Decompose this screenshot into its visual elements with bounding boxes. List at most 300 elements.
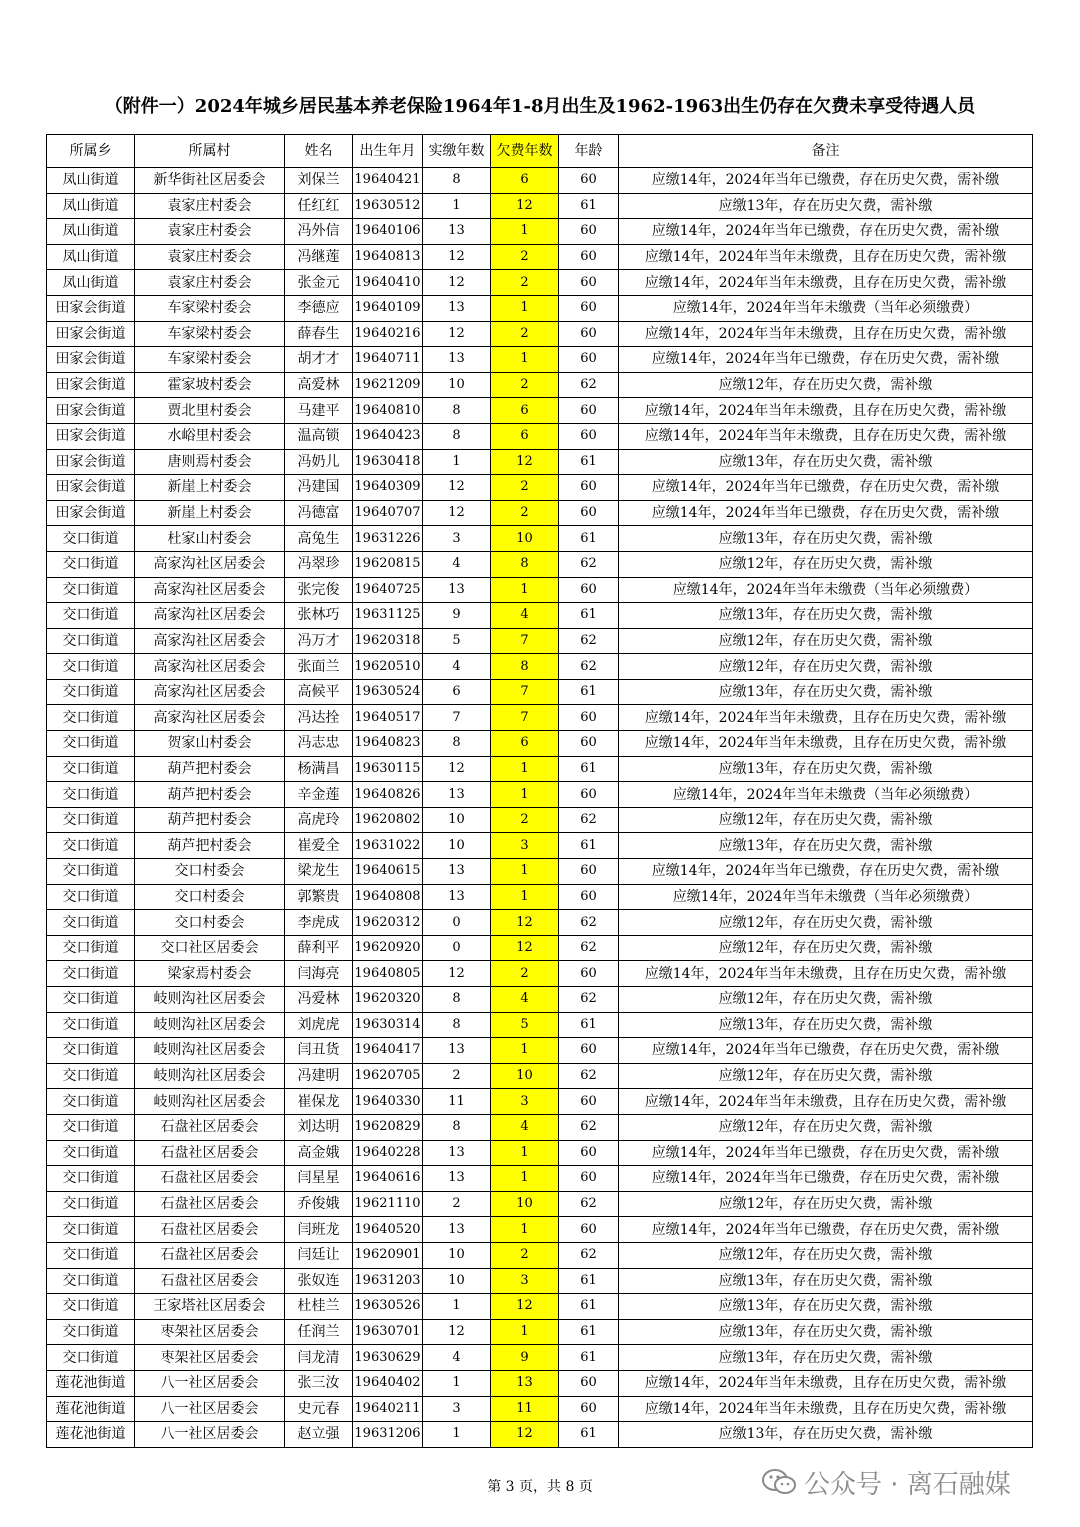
paid-years-cell: 13 <box>423 1217 491 1243</box>
remark-cell: 应缴14年，2024年当年未缴费，且存在历史欠费，需补缴 <box>619 731 1033 757</box>
paid-years-cell: 8 <box>423 398 491 424</box>
name-cell: 冯奶儿 <box>285 449 353 475</box>
village-cell: 唐则焉村委会 <box>135 449 285 475</box>
paid-years-cell: 13 <box>423 219 491 245</box>
birth-date-cell: 19640520 <box>353 1217 423 1243</box>
table-row <box>47 1191 1033 1217</box>
column-header: 年龄 <box>559 135 619 168</box>
age-cell: 60 <box>559 398 619 424</box>
table-row <box>47 1012 1033 1038</box>
village-cell: 交口村委会 <box>135 884 285 910</box>
arrears-years-cell: 7 <box>491 628 559 654</box>
paid-years-cell: 13 <box>423 347 491 373</box>
remark-cell: 应缴14年，2024年当年未缴费，且存在历史欠费，需补缴 <box>619 321 1033 347</box>
name-cell: 李德应 <box>285 295 353 321</box>
table-row <box>47 295 1033 321</box>
name-cell: 冯万才 <box>285 628 353 654</box>
village-cell: 葫芦把村委会 <box>135 756 285 782</box>
paid-years-cell: 8 <box>423 1012 491 1038</box>
township-cell: 交口街道 <box>47 935 135 961</box>
age-cell: 62 <box>559 807 619 833</box>
remark-cell: 应缴12年，存在历史欠费，需补缴 <box>619 935 1033 961</box>
township-cell: 交口街道 <box>47 1063 135 1089</box>
age-cell: 60 <box>559 577 619 603</box>
arrears-years-cell: 13 <box>491 1370 559 1396</box>
township-cell: 凤山街道 <box>47 168 135 194</box>
village-cell: 高家沟社区居委会 <box>135 577 285 603</box>
name-cell: 冯外信 <box>285 219 353 245</box>
age-cell: 60 <box>559 1166 619 1192</box>
village-cell: 石盘社区居委会 <box>135 1166 285 1192</box>
remark-cell: 应缴14年，2024年当年已缴费，存在历史欠费，需补缴 <box>619 347 1033 373</box>
birth-date-cell: 19640707 <box>353 500 423 526</box>
paid-years-cell: 11 <box>423 1089 491 1115</box>
table-row <box>47 935 1033 961</box>
birth-date-cell: 19631226 <box>353 526 423 552</box>
age-cell: 60 <box>559 1396 619 1422</box>
name-cell: 冯志忠 <box>285 731 353 757</box>
name-cell: 杨满昌 <box>285 756 353 782</box>
birth-date-cell: 19640616 <box>353 1166 423 1192</box>
birth-date-cell: 19640423 <box>353 423 423 449</box>
name-cell: 高兔生 <box>285 526 353 552</box>
arrears-years-cell: 3 <box>491 833 559 859</box>
age-cell: 60 <box>559 782 619 808</box>
age-cell: 61 <box>559 756 619 782</box>
table-row <box>47 654 1033 680</box>
table-row <box>47 782 1033 808</box>
village-cell: 高家沟社区居委会 <box>135 654 285 680</box>
township-cell: 田家会街道 <box>47 423 135 449</box>
arrears-years-cell: 1 <box>491 1319 559 1345</box>
birth-date-cell: 19620320 <box>353 987 423 1013</box>
age-cell: 61 <box>559 833 619 859</box>
remark-cell: 应缴14年，2024年当年已缴费，存在历史欠费，需补缴 <box>619 1038 1033 1064</box>
table-row <box>47 731 1033 757</box>
name-cell: 刘达明 <box>285 1114 353 1140</box>
paid-years-cell: 12 <box>423 1319 491 1345</box>
remark-cell: 应缴13年，存在历史欠费，需补缴 <box>619 679 1033 705</box>
remark-cell: 应缴13年，存在历史欠费，需补缴 <box>619 833 1033 859</box>
birth-date-cell: 19631125 <box>353 603 423 629</box>
township-cell: 凤山街道 <box>47 270 135 296</box>
arrears-years-cell: 5 <box>491 1012 559 1038</box>
name-cell: 张面兰 <box>285 654 353 680</box>
name-cell: 乔俊娥 <box>285 1191 353 1217</box>
arrears-years-cell: 7 <box>491 679 559 705</box>
village-cell: 王家塔社区居委会 <box>135 1294 285 1320</box>
township-cell: 交口街道 <box>47 1319 135 1345</box>
birth-date-cell: 19640813 <box>353 244 423 270</box>
remark-cell: 应缴13年，存在历史欠费，需补缴 <box>619 756 1033 782</box>
paid-years-cell: 12 <box>423 475 491 501</box>
table-row <box>47 398 1033 424</box>
table-row <box>47 1319 1033 1345</box>
age-cell: 62 <box>559 1191 619 1217</box>
age-cell: 60 <box>559 168 619 194</box>
township-cell: 交口街道 <box>47 603 135 629</box>
age-cell: 61 <box>559 679 619 705</box>
table-row <box>47 1268 1033 1294</box>
remark-cell: 应缴14年，2024年当年未缴费，且存在历史欠费，需补缴 <box>619 398 1033 424</box>
remark-cell: 应缴13年，存在历史欠费，需补缴 <box>619 193 1033 219</box>
arrears-years-cell: 12 <box>491 449 559 475</box>
birth-date-cell: 19620815 <box>353 551 423 577</box>
age-cell: 62 <box>559 1114 619 1140</box>
arrears-years-cell: 2 <box>491 475 559 501</box>
arrears-years-cell: 10 <box>491 1063 559 1089</box>
paid-years-cell: 9 <box>423 603 491 629</box>
name-cell: 刘虎虎 <box>285 1012 353 1038</box>
paid-years-cell: 13 <box>423 1166 491 1192</box>
age-cell: 60 <box>559 475 619 501</box>
remark-cell: 应缴13年，存在历史欠费，需补缴 <box>619 1422 1033 1448</box>
arrears-years-cell: 1 <box>491 295 559 321</box>
birth-date-cell: 19631203 <box>353 1268 423 1294</box>
table-row <box>47 961 1033 987</box>
name-cell: 高金娥 <box>285 1140 353 1166</box>
arrears-years-cell: 10 <box>491 1191 559 1217</box>
name-cell: 薛利平 <box>285 935 353 961</box>
table-row <box>47 193 1033 219</box>
table-row <box>47 756 1033 782</box>
table-row <box>47 372 1033 398</box>
name-cell: 闫海亮 <box>285 961 353 987</box>
township-cell: 莲花池街道 <box>47 1370 135 1396</box>
birth-date-cell: 19640421 <box>353 168 423 194</box>
age-cell: 61 <box>559 1422 619 1448</box>
paid-years-cell: 10 <box>423 1242 491 1268</box>
paid-years-cell: 13 <box>423 884 491 910</box>
paid-years-cell: 12 <box>423 321 491 347</box>
birth-date-cell: 19620510 <box>353 654 423 680</box>
arrears-years-cell: 2 <box>491 244 559 270</box>
age-cell: 61 <box>559 1012 619 1038</box>
village-cell: 梁家焉村委会 <box>135 961 285 987</box>
remark-cell: 应缴12年，存在历史欠费，需补缴 <box>619 910 1033 936</box>
age-cell: 62 <box>559 1063 619 1089</box>
village-cell: 袁家庄村委会 <box>135 244 285 270</box>
name-cell: 闫丑货 <box>285 1038 353 1064</box>
age-cell: 62 <box>559 654 619 680</box>
age-cell: 60 <box>559 244 619 270</box>
table-row <box>47 679 1033 705</box>
arrears-years-cell: 12 <box>491 935 559 961</box>
age-cell: 61 <box>559 1294 619 1320</box>
township-cell: 田家会街道 <box>47 500 135 526</box>
name-cell: 赵立强 <box>285 1422 353 1448</box>
village-cell: 交口社区居委会 <box>135 935 285 961</box>
paid-years-cell: 10 <box>423 1268 491 1294</box>
table-header-row <box>47 135 1033 168</box>
paid-years-cell: 13 <box>423 577 491 603</box>
paid-years-cell: 13 <box>423 295 491 321</box>
column-header: 姓名 <box>285 135 353 168</box>
remark-cell: 应缴14年，2024年当年未缴费（当年必须缴费） <box>619 295 1033 321</box>
age-cell: 60 <box>559 1038 619 1064</box>
age-cell: 62 <box>559 628 619 654</box>
name-cell: 梁龙生 <box>285 859 353 885</box>
village-cell: 车家梁村委会 <box>135 321 285 347</box>
age-cell: 60 <box>559 859 619 885</box>
table-row <box>47 577 1033 603</box>
township-cell: 交口街道 <box>47 833 135 859</box>
arrears-years-cell: 2 <box>491 372 559 398</box>
birth-date-cell: 19630629 <box>353 1345 423 1371</box>
remark-cell: 应缴14年，2024年当年已缴费，存在历史欠费，需补缴 <box>619 500 1033 526</box>
name-cell: 崔爱全 <box>285 833 353 859</box>
name-cell: 崔保龙 <box>285 1089 353 1115</box>
township-cell: 交口街道 <box>47 782 135 808</box>
arrears-years-cell: 4 <box>491 603 559 629</box>
page-title: （附件一）2024年城乡居民基本养老保险1964年1-8月出生及1962-1963出生仍存在欠费未享受待遇人员 <box>104 96 976 117</box>
name-cell: 刘保兰 <box>285 168 353 194</box>
birth-date-cell: 19640109 <box>353 295 423 321</box>
age-cell: 60 <box>559 1089 619 1115</box>
name-cell: 闫星星 <box>285 1166 353 1192</box>
age-cell: 61 <box>559 1345 619 1371</box>
watermark-text: 公众号 · 离石融媒 <box>804 1469 1011 1500</box>
township-cell: 田家会街道 <box>47 398 135 424</box>
birth-date-cell: 19640106 <box>353 219 423 245</box>
birth-date-cell: 19640808 <box>353 884 423 910</box>
arrears-years-cell: 1 <box>491 1038 559 1064</box>
table-row <box>47 910 1033 936</box>
name-cell: 冯建国 <box>285 475 353 501</box>
paid-years-cell: 13 <box>423 1038 491 1064</box>
arrears-years-cell: 6 <box>491 423 559 449</box>
table-row <box>47 551 1033 577</box>
birth-date-cell: 19640402 <box>353 1370 423 1396</box>
age-cell: 60 <box>559 731 619 757</box>
village-cell: 新崖上村委会 <box>135 500 285 526</box>
arrears-years-cell: 3 <box>491 1089 559 1115</box>
township-cell: 交口街道 <box>47 679 135 705</box>
age-cell: 60 <box>559 1370 619 1396</box>
remark-cell: 应缴13年，存在历史欠费，需补缴 <box>619 1319 1033 1345</box>
paid-years-cell: 10 <box>423 833 491 859</box>
table-row <box>47 1166 1033 1192</box>
remark-cell: 应缴12年，存在历史欠费，需补缴 <box>619 372 1033 398</box>
township-cell: 交口街道 <box>47 859 135 885</box>
paid-years-cell: 4 <box>423 1345 491 1371</box>
village-cell: 岐则沟社区居委会 <box>135 1089 285 1115</box>
birth-date-cell: 19640211 <box>353 1396 423 1422</box>
paid-years-cell: 5 <box>423 628 491 654</box>
birth-date-cell: 19640826 <box>353 782 423 808</box>
township-cell: 交口街道 <box>47 731 135 757</box>
age-cell: 61 <box>559 449 619 475</box>
name-cell: 高候平 <box>285 679 353 705</box>
arrears-years-cell: 2 <box>491 500 559 526</box>
name-cell: 史元春 <box>285 1396 353 1422</box>
name-cell: 马建平 <box>285 398 353 424</box>
village-cell: 高家沟社区居委会 <box>135 628 285 654</box>
table-row <box>47 500 1033 526</box>
remark-cell: 应缴14年，2024年当年未缴费（当年必须缴费） <box>619 782 1033 808</box>
village-cell: 石盘社区居委会 <box>135 1242 285 1268</box>
remark-cell: 应缴14年，2024年当年未缴费，且存在历史欠费，需补缴 <box>619 1370 1033 1396</box>
remark-cell: 应缴13年，存在历史欠费，需补缴 <box>619 1012 1033 1038</box>
age-cell: 61 <box>559 1319 619 1345</box>
remark-cell: 应缴13年，存在历史欠费，需补缴 <box>619 449 1033 475</box>
birth-date-cell: 19620829 <box>353 1114 423 1140</box>
age-cell: 60 <box>559 423 619 449</box>
paid-years-cell: 1 <box>423 193 491 219</box>
township-cell: 交口街道 <box>47 1089 135 1115</box>
age-cell: 62 <box>559 551 619 577</box>
name-cell: 杜桂兰 <box>285 1294 353 1320</box>
arrears-years-cell: 1 <box>491 884 559 910</box>
paid-years-cell: 0 <box>423 910 491 936</box>
village-cell: 袁家庄村委会 <box>135 219 285 245</box>
paid-years-cell: 2 <box>423 1063 491 1089</box>
table-row <box>47 628 1033 654</box>
age-cell: 60 <box>559 321 619 347</box>
village-cell: 交口村委会 <box>135 910 285 936</box>
birth-date-cell: 19620920 <box>353 935 423 961</box>
birth-date-cell: 19630524 <box>353 679 423 705</box>
village-cell: 石盘社区居委会 <box>135 1114 285 1140</box>
township-cell: 莲花池街道 <box>47 1396 135 1422</box>
table-row <box>47 859 1033 885</box>
name-cell: 冯达拴 <box>285 705 353 731</box>
age-cell: 60 <box>559 500 619 526</box>
table-row <box>47 833 1033 859</box>
table-row <box>47 423 1033 449</box>
arrears-years-cell: 2 <box>491 270 559 296</box>
township-cell: 交口街道 <box>47 884 135 910</box>
village-cell: 袁家庄村委会 <box>135 193 285 219</box>
township-cell: 田家会街道 <box>47 372 135 398</box>
table-row <box>47 244 1033 270</box>
name-cell: 任红红 <box>285 193 353 219</box>
birth-date-cell: 19640216 <box>353 321 423 347</box>
arrears-years-cell: 2 <box>491 961 559 987</box>
name-cell: 冯建明 <box>285 1063 353 1089</box>
village-cell: 岐则沟社区居委会 <box>135 1038 285 1064</box>
age-cell: 60 <box>559 884 619 910</box>
village-cell: 高家沟社区居委会 <box>135 705 285 731</box>
column-header: 所属乡 <box>47 135 135 168</box>
name-cell: 辛金莲 <box>285 782 353 808</box>
township-cell: 交口街道 <box>47 987 135 1013</box>
arrears-years-cell: 6 <box>491 398 559 424</box>
table-row <box>47 168 1033 194</box>
paid-years-cell: 8 <box>423 731 491 757</box>
township-cell: 交口街道 <box>47 577 135 603</box>
remark-cell: 应缴12年，存在历史欠费，需补缴 <box>619 551 1033 577</box>
birth-date-cell: 19620318 <box>353 628 423 654</box>
remark-cell: 应缴14年，2024年当年未缴费（当年必须缴费） <box>619 577 1033 603</box>
birth-date-cell: 19630115 <box>353 756 423 782</box>
birth-date-cell: 19620802 <box>353 807 423 833</box>
age-cell: 60 <box>559 705 619 731</box>
arrears-years-cell: 2 <box>491 321 559 347</box>
name-cell: 张林巧 <box>285 603 353 629</box>
township-cell: 交口街道 <box>47 1217 135 1243</box>
watermark <box>762 1464 1011 1500</box>
township-cell: 交口街道 <box>47 551 135 577</box>
table-row <box>47 321 1033 347</box>
roster-table <box>46 134 1033 1448</box>
birth-date-cell: 19620312 <box>353 910 423 936</box>
remark-cell: 应缴14年，2024年当年已缴费，存在历史欠费，需补缴 <box>619 1217 1033 1243</box>
paid-years-cell: 8 <box>423 423 491 449</box>
remark-cell: 应缴14年，2024年当年未缴费，且存在历史欠费，需补缴 <box>619 1396 1033 1422</box>
remark-cell: 应缴12年，存在历史欠费，需补缴 <box>619 628 1033 654</box>
township-cell: 交口街道 <box>47 1140 135 1166</box>
arrears-years-cell: 1 <box>491 1166 559 1192</box>
arrears-years-cell: 1 <box>491 219 559 245</box>
remark-cell: 应缴14年，2024年当年已缴费，存在历史欠费，需补缴 <box>619 1166 1033 1192</box>
remark-cell: 应缴13年，存在历史欠费，需补缴 <box>619 1268 1033 1294</box>
column-header: 所属村 <box>135 135 285 168</box>
arrears-years-cell: 1 <box>491 756 559 782</box>
paid-years-cell: 12 <box>423 270 491 296</box>
village-cell: 石盘社区居委会 <box>135 1217 285 1243</box>
paid-years-cell: 3 <box>423 1396 491 1422</box>
table-row <box>47 603 1033 629</box>
paid-years-cell: 13 <box>423 1140 491 1166</box>
township-cell: 交口街道 <box>47 807 135 833</box>
township-cell: 田家会街道 <box>47 347 135 373</box>
township-cell: 交口街道 <box>47 1166 135 1192</box>
remark-cell: 应缴14年，2024年当年已缴费，存在历史欠费，需补缴 <box>619 1140 1033 1166</box>
remark-cell: 应缴12年，存在历史欠费，需补缴 <box>619 1191 1033 1217</box>
township-cell: 交口街道 <box>47 628 135 654</box>
column-header: 欠费年数 <box>491 135 559 168</box>
village-cell: 高家沟社区居委会 <box>135 679 285 705</box>
remark-cell: 应缴13年，存在历史欠费，需补缴 <box>619 1345 1033 1371</box>
age-cell: 62 <box>559 935 619 961</box>
arrears-years-cell: 6 <box>491 168 559 194</box>
table-row <box>47 1140 1033 1166</box>
paid-years-cell: 12 <box>423 500 491 526</box>
township-cell: 凤山街道 <box>47 244 135 270</box>
arrears-years-cell: 1 <box>491 1140 559 1166</box>
arrears-years-cell: 12 <box>491 1422 559 1448</box>
remark-cell: 应缴12年，存在历史欠费，需补缴 <box>619 807 1033 833</box>
paid-years-cell: 8 <box>423 987 491 1013</box>
paid-years-cell: 7 <box>423 705 491 731</box>
age-cell: 62 <box>559 372 619 398</box>
age-cell: 62 <box>559 1242 619 1268</box>
arrears-years-cell: 3 <box>491 1268 559 1294</box>
village-cell: 枣架社区居委会 <box>135 1319 285 1345</box>
birth-date-cell: 19630418 <box>353 449 423 475</box>
remark-cell: 应缴14年，2024年当年已缴费，存在历史欠费，需补缴 <box>619 168 1033 194</box>
village-cell: 高家沟社区居委会 <box>135 603 285 629</box>
birth-date-cell: 19640615 <box>353 859 423 885</box>
township-cell: 田家会街道 <box>47 475 135 501</box>
name-cell: 任润兰 <box>285 1319 353 1345</box>
table-row <box>47 526 1033 552</box>
birth-date-cell: 19630512 <box>353 193 423 219</box>
village-cell: 岐则沟社区居委会 <box>135 987 285 1013</box>
township-cell: 交口街道 <box>47 1345 135 1371</box>
name-cell: 张金元 <box>285 270 353 296</box>
township-cell: 交口街道 <box>47 1268 135 1294</box>
remark-cell: 应缴14年，2024年当年未缴费，且存在历史欠费，需补缴 <box>619 1089 1033 1115</box>
township-cell: 交口街道 <box>47 961 135 987</box>
arrears-years-cell: 8 <box>491 654 559 680</box>
name-cell: 闫廷让 <box>285 1242 353 1268</box>
township-cell: 交口街道 <box>47 705 135 731</box>
village-cell: 岐则沟社区居委会 <box>135 1063 285 1089</box>
arrears-years-cell: 12 <box>491 1294 559 1320</box>
township-cell: 凤山街道 <box>47 219 135 245</box>
